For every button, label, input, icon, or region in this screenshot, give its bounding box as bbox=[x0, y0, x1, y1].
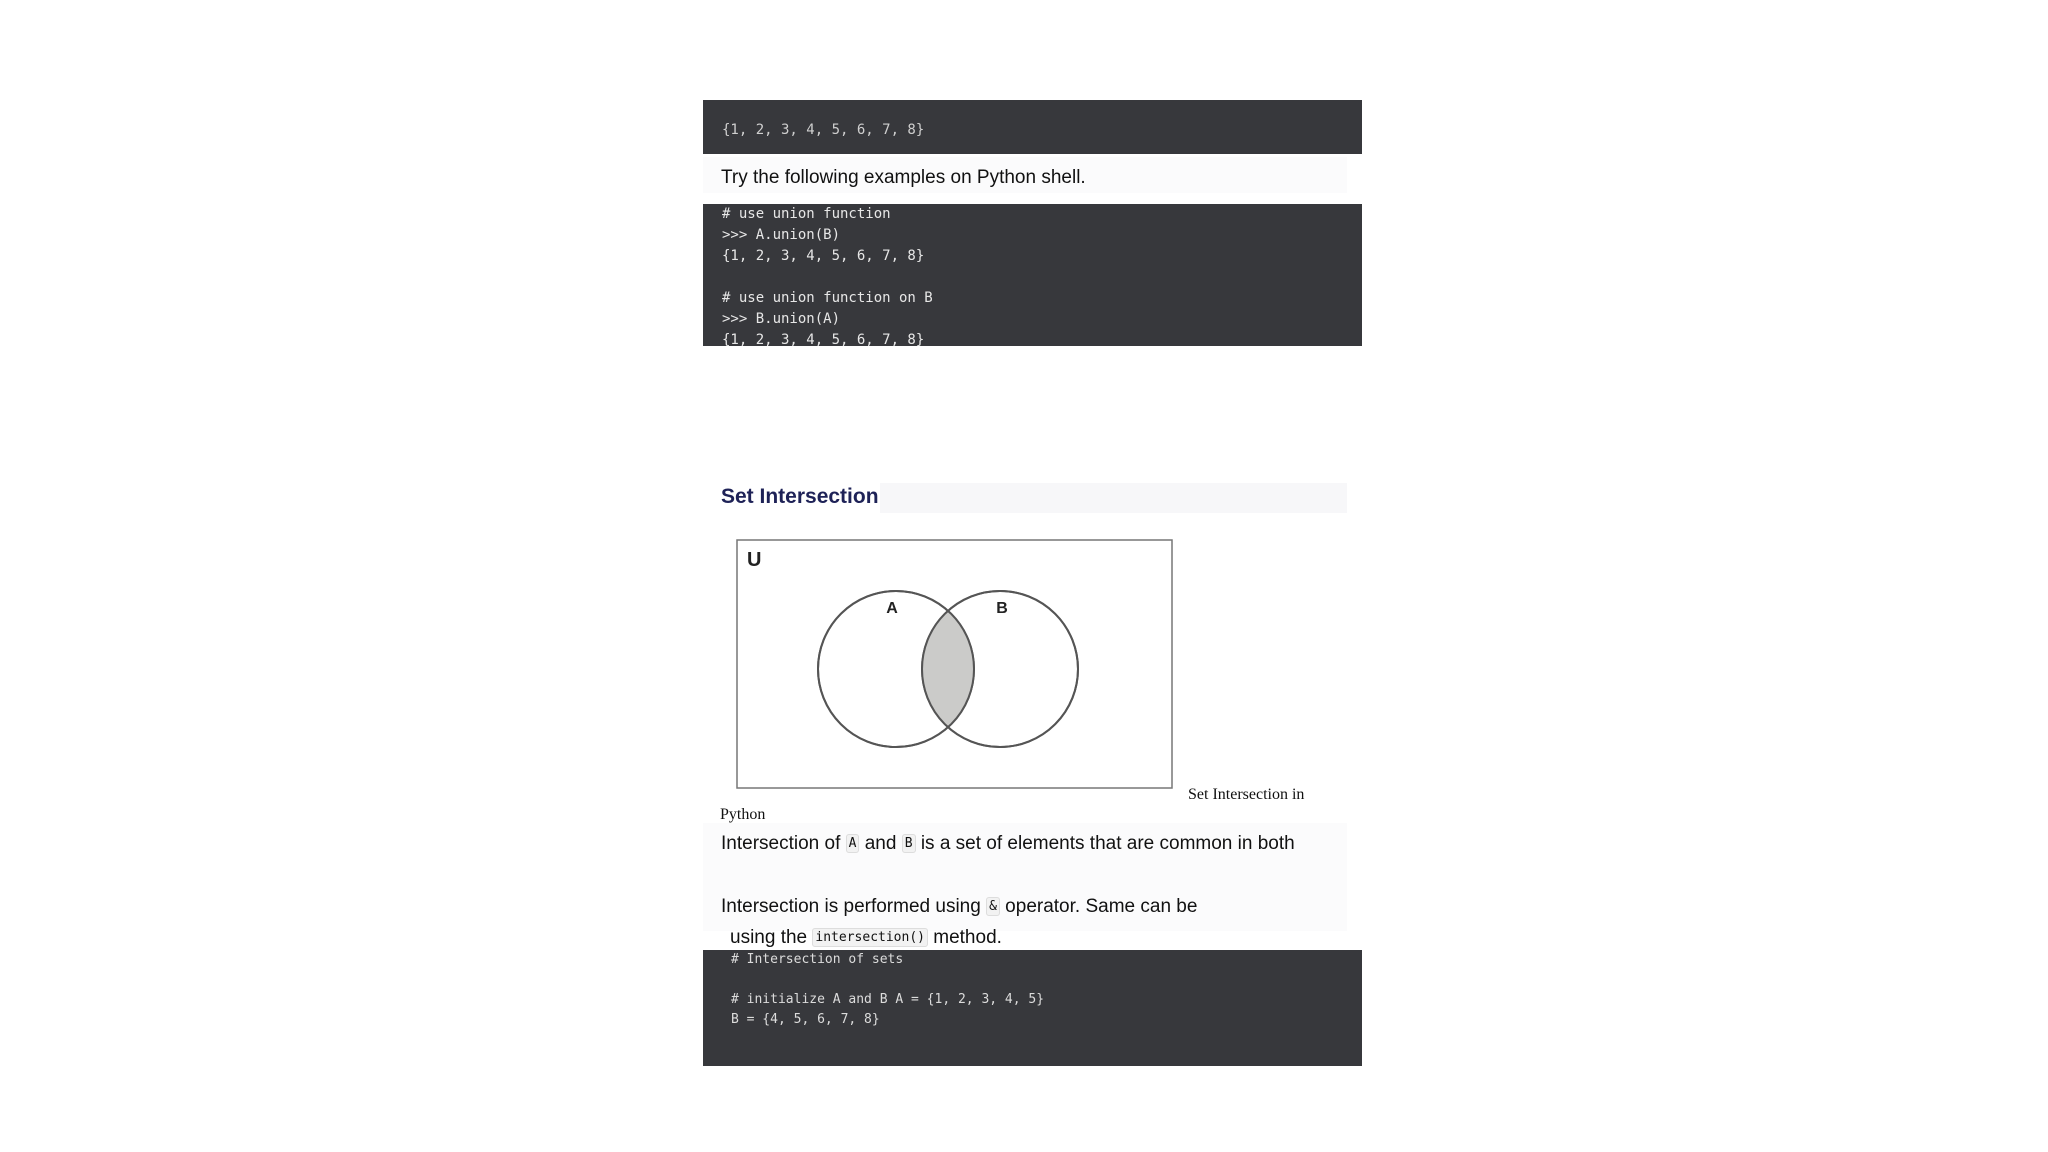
inline-code: A bbox=[846, 834, 860, 853]
intersection-method-text bbox=[730, 927, 1002, 949]
code-line: >>> A.union(B) bbox=[722, 227, 841, 243]
paragraph-clip bbox=[703, 828, 1347, 854]
figure-caption: Set Intersection in bbox=[1188, 786, 1305, 803]
figure-caption-continued: Python bbox=[720, 806, 766, 823]
venn-diagram bbox=[736, 539, 1173, 789]
inline-code: & bbox=[986, 897, 1000, 916]
text-run: and bbox=[859, 833, 902, 854]
heading-background bbox=[880, 483, 1347, 513]
code-block-union bbox=[703, 204, 1362, 346]
code-line: # initialize A and B A = {1, 2, 3, 4, 5} bbox=[731, 992, 1045, 1007]
intersection-operator-text bbox=[721, 896, 1197, 918]
code-line: # use union function on B bbox=[722, 290, 933, 306]
code-block-intersection bbox=[703, 950, 1362, 1066]
code-line: {1, 2, 3, 4, 5, 6, 7, 8} bbox=[722, 332, 925, 346]
code-line: B = {4, 5, 6, 7, 8} bbox=[731, 1012, 880, 1027]
text-run: Intersection is performed using bbox=[721, 896, 987, 917]
universe-label: U bbox=[747, 549, 762, 571]
code-line: {1, 2, 3, 4, 5, 6, 7, 8} bbox=[722, 248, 925, 264]
intersection-definition bbox=[721, 833, 1295, 854]
text-run: is a set of elements that are common in both bbox=[915, 833, 1295, 854]
set-a-label: A bbox=[886, 600, 898, 617]
text-run: using the bbox=[730, 927, 813, 948]
code-line: # Intersection of sets bbox=[731, 952, 904, 967]
text-run: method. bbox=[927, 927, 1002, 948]
text-run: Intersection of bbox=[721, 833, 846, 854]
inline-code: intersection() bbox=[812, 928, 928, 947]
code-line: # use union function bbox=[722, 206, 891, 222]
text-run: operator. Same can be bbox=[999, 896, 1198, 917]
set-b-label: B bbox=[996, 600, 1008, 617]
code-block-output bbox=[703, 100, 1362, 154]
instruction-text: Try the following examples on Python shell. bbox=[721, 167, 1086, 188]
code-line bbox=[731, 970, 1362, 990]
code-line: >>> B.union(A) bbox=[722, 311, 841, 327]
section-heading: Set Intersection bbox=[721, 485, 879, 508]
code-line bbox=[722, 267, 1362, 288]
code-line: {1, 2, 3, 4, 5, 6, 7, 8} bbox=[722, 122, 925, 138]
inline-code: B bbox=[902, 834, 916, 853]
